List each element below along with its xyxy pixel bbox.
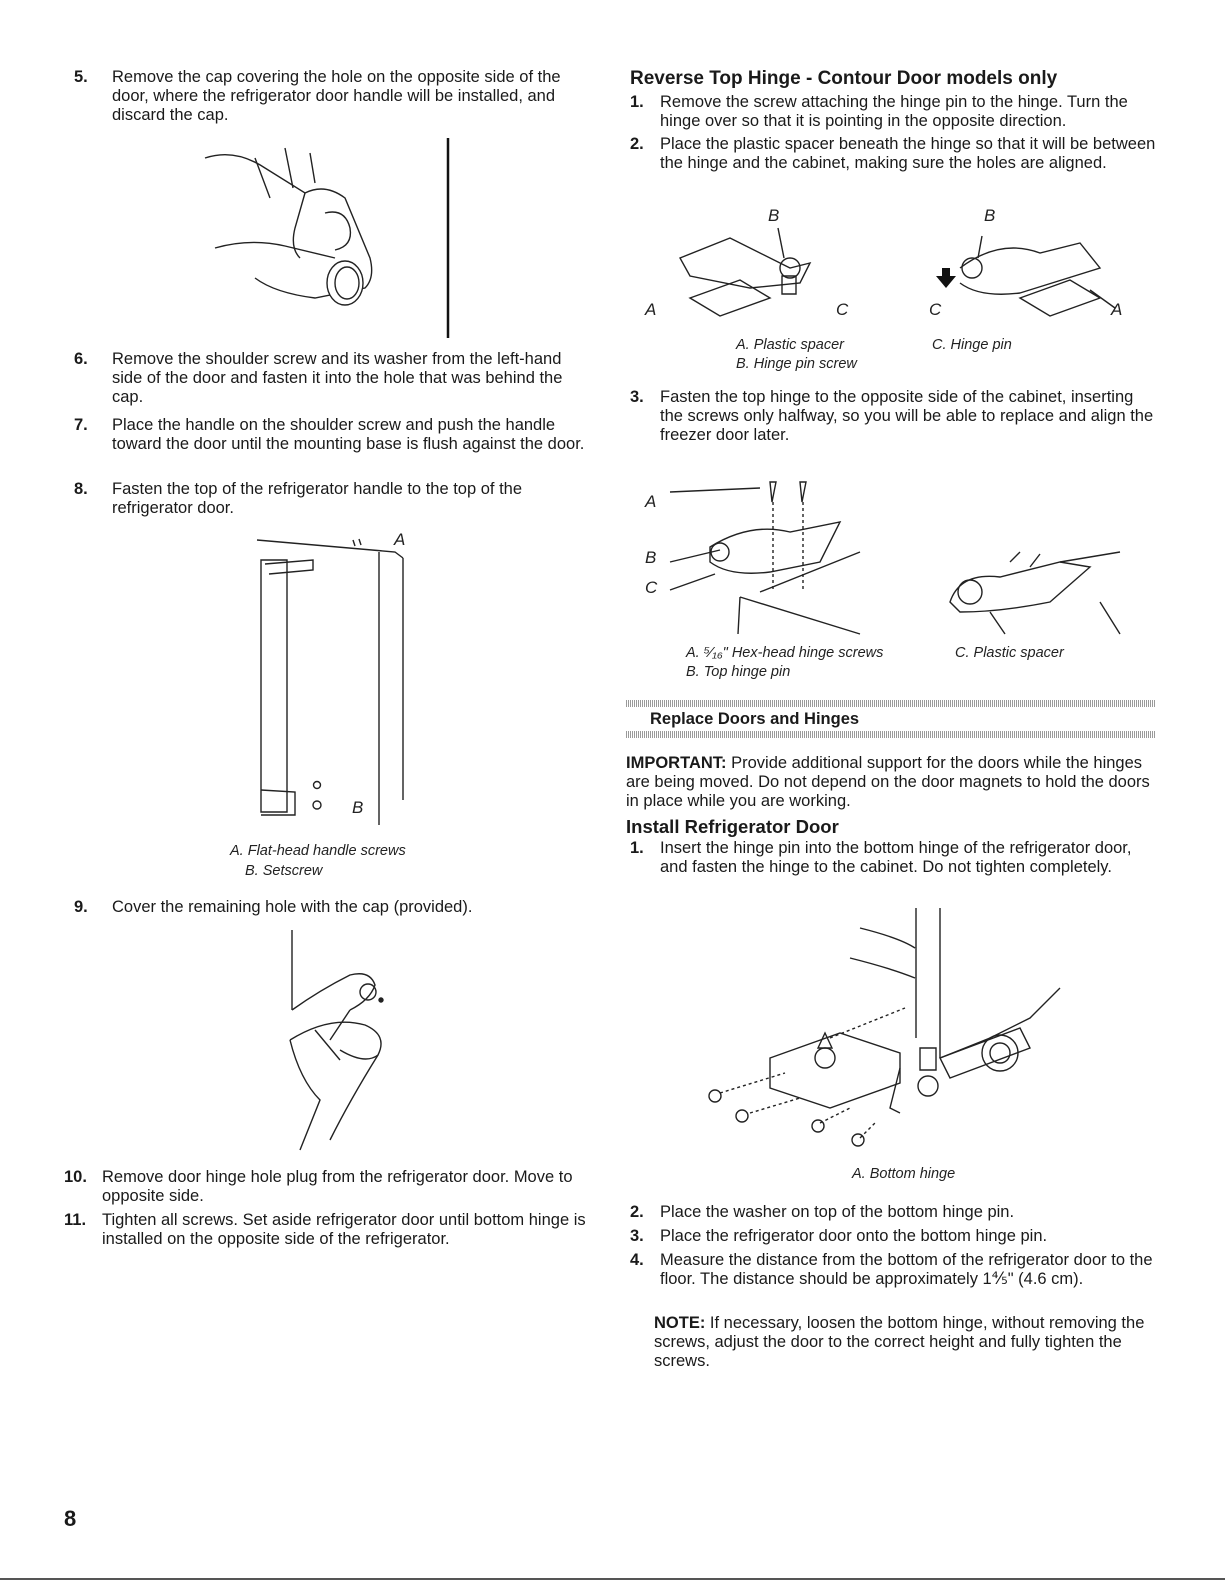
step-text: Fasten the top of the refrigerator handle to the top of the refrigerator door. [112, 480, 523, 517]
divider [626, 700, 1156, 707]
page-bottom-rule [0, 1578, 1225, 1580]
bottom-hinge-illustration [690, 908, 1070, 1160]
hinge-caption-a: A. ⁵⁄₁₆" Hex-head hinge screws [686, 645, 884, 661]
spacer-label-b2: B [984, 206, 996, 225]
step-text: Fasten the top hinge to the opposite side of the cabinet, inserting the screws only halfway, so you will be able to replace and align the freezer door later. [660, 388, 1154, 444]
replace-doors-heading: Replace Doors and Hinges [650, 710, 860, 728]
step-7 [74, 416, 596, 454]
note-text: If necessary, loosen the bottom hinge, without removing the screws, adjust the door to the correct height and fully tighten the screws. [654, 1314, 1145, 1370]
step-text: Place the plastic spacer beneath the hinge so that it will be between the hinge and the cabinet, making sure the holes are aligned. [660, 135, 1156, 172]
step-number: 1. [630, 839, 644, 857]
step-text: Remove the screw attaching the hinge pin to the hinge. Turn the hinge over so that it is pointing in the opposite direction. [660, 93, 1128, 130]
step-text: Place the refrigerator door onto the bottom hinge pin. [660, 1227, 1048, 1245]
hinge-label-a: A [645, 492, 657, 511]
caption-a: A. Flat-head handle screws [230, 843, 406, 859]
install-step-1 [630, 839, 1160, 877]
spacer-label-b1: B [768, 206, 780, 225]
spacer-caption-b: B. Hinge pin screw [736, 356, 857, 372]
important-paragraph [626, 754, 1156, 811]
spacer-caption-c: C. Hinge pin [932, 337, 1012, 353]
step-text: Remove the cap covering the hole on the opposite side of the door, where the refrigerator door handle will be installed, and discard the cap. [112, 68, 561, 124]
label-a: A [394, 530, 406, 549]
step-number: 9. [74, 898, 88, 916]
step-6 [74, 350, 596, 407]
step-number: 1. [630, 93, 644, 111]
spacer-label-a1: A [645, 300, 657, 319]
divider [626, 731, 1156, 738]
important-label: IMPORTANT: [626, 754, 727, 772]
step-number: 10. [64, 1168, 87, 1186]
top-hinge-install-illustration [660, 452, 1130, 634]
spacer-caption-a: A. Plastic spacer [736, 337, 844, 353]
spacer-label-a2: A [1111, 300, 1123, 319]
cap-cover-illustration [270, 930, 420, 1155]
reverse-step-3 [630, 388, 1160, 445]
spacer-label-c2: C [929, 300, 942, 319]
install-step-4 [630, 1251, 1160, 1289]
install-step-3 [630, 1227, 1160, 1246]
note-paragraph [654, 1314, 1154, 1371]
step-number: 8. [74, 480, 88, 498]
install-refrigerator-door-heading: Install Refrigerator Door [626, 816, 839, 837]
important-text: Provide additional support for the doors while the hinges are being moved. Do not depend on the door magnets to hold the doors in place while you are working. [626, 754, 1150, 810]
step-number: 7. [74, 416, 88, 434]
step-10 [64, 1168, 596, 1206]
step-number: 2. [630, 135, 644, 153]
step-8 [74, 480, 596, 518]
install-step-2 [630, 1203, 1160, 1222]
step-text: Insert the hinge pin into the bottom hinge of the refrigerator door, and fasten the hinge to the cabinet. Do not tighten completely. [660, 839, 1132, 876]
step-number: 2. [630, 1203, 644, 1221]
step-5 [74, 68, 596, 125]
step-number: 11. [64, 1211, 87, 1229]
page-number: 8 [64, 1506, 77, 1531]
note-label: NOTE: [654, 1314, 706, 1332]
step-text: Place the handle on the shoulder screw and push the handle toward the door until the mounting base is flush against the door. [112, 416, 585, 453]
spacer-label-c1: C [836, 300, 849, 319]
replace-doors-section-header [626, 700, 1156, 738]
reverse-step-1 [630, 93, 1160, 131]
handle-illustration [255, 530, 415, 830]
caption-b: B. Setscrew [245, 863, 323, 879]
step-number: 3. [630, 388, 644, 406]
reverse-step-2 [630, 135, 1160, 173]
step-text: Place the washer on top of the bottom hinge pin. [660, 1203, 1015, 1221]
hinge-label-c: C [645, 578, 658, 597]
hinge-caption-c: C. Plastic spacer [955, 645, 1064, 661]
spacer-hinge-illustration [660, 228, 1140, 328]
step-number: 3. [630, 1227, 644, 1245]
step-11 [64, 1211, 596, 1249]
step-text: Measure the distance from the bottom of the refrigerator door to the floor. The distance should be approximately 1⅘" (4.6 cm). [660, 1251, 1153, 1288]
cap-removal-illustration [195, 138, 465, 338]
hinge-caption-b: B. Top hinge pin [686, 664, 791, 680]
step-number: 6. [74, 350, 88, 368]
label-b: B [352, 798, 364, 817]
step-number: 5. [74, 68, 88, 86]
step-number: 4. [630, 1251, 644, 1269]
step-text: Remove the shoulder screw and its washer from the left-hand side of the door and fasten it into the hole that was behind the cap. [112, 350, 563, 406]
step-text: Cover the remaining hole with the cap (provided). [112, 898, 473, 916]
step-text: Remove door hinge hole plug from the refrigerator door. Move to opposite side. [102, 1168, 573, 1205]
hinge-label-b: B [645, 548, 657, 567]
step-text: Tighten all screws. Set aside refrigerator door until bottom hinge is installed on the opposite side of the refrigerator. [102, 1211, 586, 1248]
reverse-top-hinge-heading: Reverse Top Hinge - Contour Door models only [630, 68, 1058, 89]
step-9 [74, 898, 596, 917]
bottom-hinge-caption: A. Bottom hinge [852, 1166, 956, 1182]
